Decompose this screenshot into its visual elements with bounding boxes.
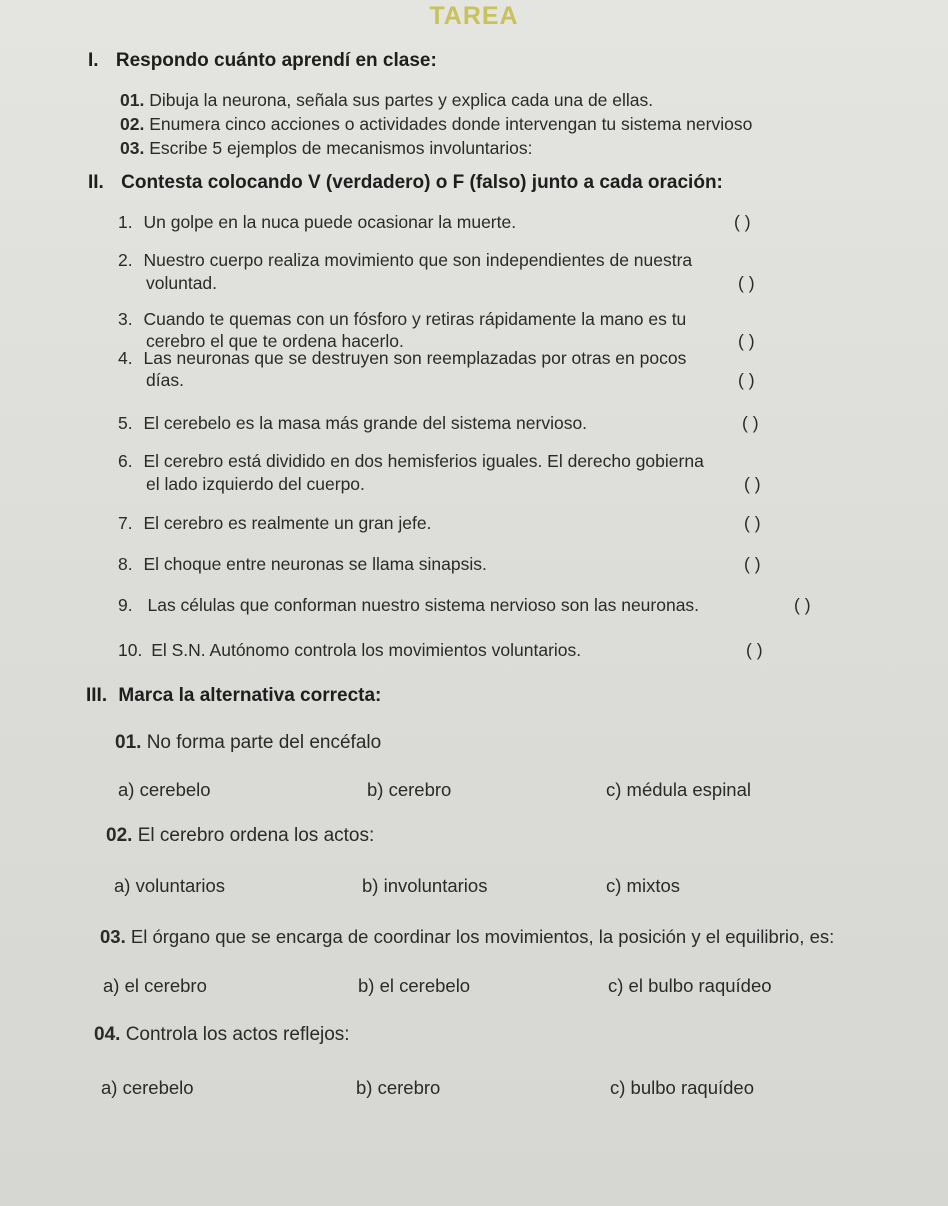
mc-option-c[interactable]: c) mixtos [606, 875, 680, 896]
tf-number: 4. [118, 348, 133, 368]
tf-number: 2. [118, 250, 133, 270]
tf-item [118, 250, 692, 271]
question-text: Controla los actos reflejos: [125, 1024, 350, 1045]
mc-option-a[interactable]: a) cerebelo [101, 1077, 194, 1098]
mc-option-a[interactable]: a) voluntarios [114, 875, 226, 896]
section-3-number: III. [86, 685, 108, 706]
mc-option-c[interactable]: c) bulbo raquídeo [610, 1077, 754, 1098]
tf-text: Un golpe en la nuca puede ocasionar la muerte. [143, 212, 517, 232]
tf-text: Las neuronas que se destruyen son reemplazadas por otras en pocos [143, 348, 687, 368]
tf-text: El cerebelo es la masa más grande del sistema nervioso. [143, 413, 588, 433]
page-title: TAREA [429, 2, 519, 30]
tf-item [118, 640, 581, 661]
tf-text: Las células que conforman nuestro sistema nervioso son las neuronas. [147, 595, 700, 615]
tf-number: 3. [118, 309, 133, 329]
answer-blank[interactable]: ( ) [742, 413, 759, 433]
tf-number: 8. [118, 554, 133, 574]
item-text: Enumera cinco acciones o actividades donde intervengan tu sistema nervioso [149, 114, 753, 134]
answer-blank[interactable]: ( ) [794, 595, 811, 615]
tf-item [118, 554, 487, 575]
answer-blank[interactable]: ( ) [738, 331, 755, 351]
section-1-item [120, 138, 532, 159]
tf-number: 1. [118, 212, 133, 232]
section-3-heading [86, 685, 381, 707]
question-text: No forma parte del encéfalo [146, 732, 382, 753]
tf-text-line2: voluntad. [146, 273, 218, 293]
mc-option-c[interactable]: c) el bulbo raquídeo [608, 975, 772, 996]
question-number: 01. [115, 732, 142, 753]
mc-option-b[interactable]: b) el cerebelo [358, 975, 471, 996]
tf-number: 5. [118, 413, 133, 433]
tf-number: 7. [118, 513, 133, 533]
tf-text: El cerebro es realmente un gran jefe. [143, 513, 432, 533]
tf-text-line2: cerebro el que te ordena hacerlo. [146, 331, 404, 351]
tf-text: El S.N. Autónomo controla los movimientos voluntarios. [151, 640, 582, 660]
section-1-number: I. [88, 50, 99, 71]
mc-option-a[interactable]: a) el cerebro [103, 975, 207, 996]
tf-item [118, 413, 587, 434]
mc-question [94, 1024, 350, 1046]
mc-question [100, 926, 834, 948]
mc-option-a[interactable]: a) cerebelo [118, 779, 211, 800]
tf-text: El choque entre neuronas se llama sinapsis. [143, 554, 487, 574]
item-text: Escribe 5 ejemplos de mecanismos involuntarios: [149, 138, 533, 158]
section-2-number: II. [88, 172, 104, 193]
question-number: 02. [106, 825, 133, 846]
tf-text: El cerebro está dividido en dos hemisferios iguales. El derecho gobierna [143, 451, 704, 471]
question-number: 03. [100, 926, 126, 947]
mc-option-b[interactable]: b) cerebro [367, 779, 452, 800]
section-1-item [120, 114, 752, 135]
answer-blank[interactable]: ( ) [738, 370, 755, 390]
tf-text: Nuestro cuerpo realiza movimiento que son independientes de nuestra [143, 250, 693, 270]
section-2-heading [88, 172, 723, 194]
tf-number: 6. [118, 451, 133, 471]
tf-number: 9. [118, 595, 133, 615]
mc-option-c[interactable]: c) médula espinal [606, 779, 751, 800]
answer-blank[interactable]: ( ) [734, 212, 751, 232]
section-3-title: Marca la alternativa correcta: [118, 685, 382, 706]
mc-question [106, 825, 374, 847]
tf-item [118, 451, 704, 472]
item-number: 02. [120, 114, 145, 134]
question-number: 04. [94, 1024, 121, 1045]
item-text: Dibuja la neurona, señala sus partes y explica cada una de ellas. [149, 90, 654, 110]
answer-blank[interactable]: ( ) [744, 474, 761, 494]
section-2-title: Contesta colocando V (verdadero) o F (falso) junto a cada oración: [121, 172, 723, 193]
section-1-item [120, 90, 653, 111]
question-text: El órgano que se encarga de coordinar los movimientos, la posición y el equilibrio, es: [130, 926, 835, 947]
answer-blank[interactable]: ( ) [744, 554, 761, 574]
mc-option-b[interactable]: b) involuntarios [362, 875, 488, 896]
answer-blank[interactable]: ( ) [738, 273, 755, 293]
question-text: El cerebro ordena los actos: [137, 825, 375, 846]
tf-item [118, 513, 431, 534]
tf-text-line2: el lado izquierdo del cuerpo. [146, 474, 365, 494]
mc-question [115, 732, 381, 754]
item-number: 01. [120, 90, 145, 110]
tf-item [118, 309, 686, 330]
tf-item [118, 595, 699, 616]
item-number: 03. [120, 138, 145, 158]
tf-item [118, 348, 686, 369]
mc-option-b[interactable]: b) cerebro [356, 1077, 441, 1098]
answer-blank[interactable]: ( ) [744, 513, 761, 533]
section-1-heading [88, 50, 437, 72]
answer-blank[interactable]: ( ) [746, 640, 763, 660]
tf-item [118, 212, 516, 233]
tf-number: 10. [118, 640, 143, 660]
tf-text-line2: días. [146, 370, 184, 390]
tf-text: Cuando te quemas con un fósforo y retiras rápidamente la mano es tu [143, 309, 687, 329]
section-1-title: Respondo cuánto aprendí en clase: [115, 50, 437, 71]
